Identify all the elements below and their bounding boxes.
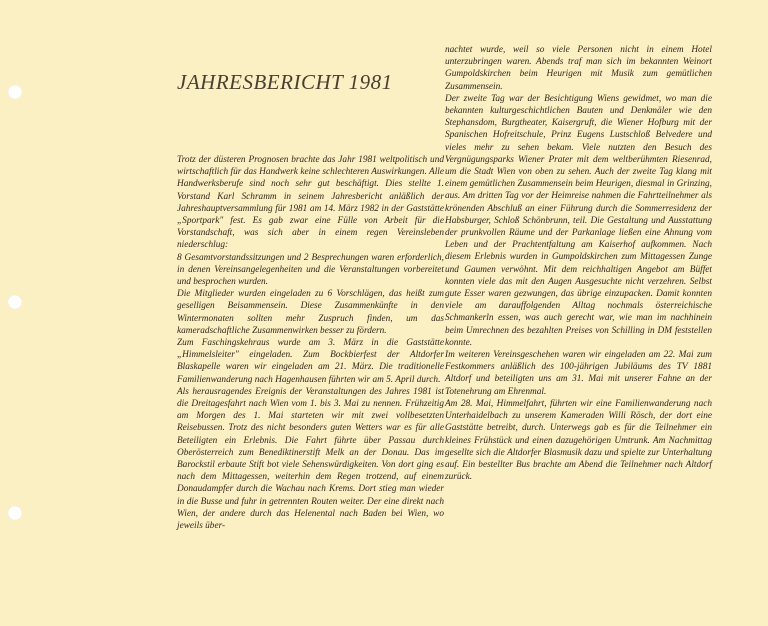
page-title: JAHRESBERICHT 1981 [177, 70, 393, 94]
paragraph: Der zweite Tag war der Besichtigung Wiens gewidmet, wo man die bekannten kulturgeschichtlichen Bauten und Denkmäler wie den Stephansdom, Burgtheater, Kaisergruft, die Wiener Hofburg mit der Spanischen Hofreitschule, Prinz Eugens Lustschloß Belvedere und vieles mehr zu sehen bekam. Viele nutzten den Besuch des Vergnügungsparks Wiener Prater mit dem weltberühmten Riesenrad, um die Stadt Wien von oben zu sehen. Auch der zweite Tag klang mit einem gemütlichen Zusammensein beim Heurigen, diesmal in Grinzing, aus. Am dritten Tag vor der Heimreise nahmen die Fahrtteilnehmer als krönenden Abschluß an einer Führung durch die Sommerresidenz der Habsburger, Schloß Schönbrunn, teil. Die Gestaltung und Ausstattung der prunkvollen Räume und der Parkanlage ließen eine Ahnung vom Leben und der Prachtentfaltung am Kaiserhof aufkommen. Nach diesem Erlebnis wurden in Gumpoldskirchen zum Mittagessen Zunge und Gaumen verwöhnt. Mit dem reichhaltigen Angebot am Büffet konnten viele das mit den Augen Ausgesuchte nicht verzehren. Selbst gute Esser waren gezwungen, das übrige einzupacken. Damit konnten viele am darauffolgenden Alltag nochmals österreichische Schmankerln essen, was auch gerecht war, wie man im nachhinein beim Umrechnen des bezahlten Preises von Schilling in DM feststellen konnte. [445, 93, 712, 348]
left-text-column [177, 154, 444, 532]
right-text-column [445, 44, 712, 483]
paragraph: Zum Faschingskehraus wurde am 3. März in die Gaststätte „Himmelsleiter" eingeladen. Zum Bockbierfest der Altdorfer Blaskapelle waren wir eingeladen am 21. März. Die traditionelle Familienwanderung nach Hagenhausen führten wir am 5. April durch. [177, 338, 444, 385]
paragraph: Die Mitglieder wurden eingeladen zu 6 Vorschlägen, das heißt zum geselligen Beisammensein. Diese Zusammenkünfte in den Wintermonaten sollten mehr Zuspruch finden, um das kameradschaftliche Zusammenwirken besser zu fördern. [177, 289, 444, 336]
paragraph: Am 28. Mai, Himmelfahrt, führten wir eine Familienwanderung nach Unterhaidelbach zu unserem Kameraden Willi Rösch, der dort eine Gaststätte betreibt, durch. Unterwegs gab es für die Teilnehmer ein kleines Frühstück und einen dazugehörigen Umtrunk. Am Nachmittag gesellte sich die Altdorfer Blasmusik dazu und spielte zur Unterhaltung auf. Ein bestellter Bus brachte am Abend die Teilnehmer nach Altdorf zurück. [445, 398, 712, 483]
paragraph: Trotz der düsteren Prognosen brachte das Jahr 1981 weltpolitisch und wirtschaftlich für das Handwerk keine schlechteren Auswirkungen. Alle Handwerksberufe sind noch sehr gut beschäftigt. Dies stellte 1. Vorstand Karl Schramm in seinem Jahresbericht anläßlich der Jahreshauptversammlung für 1981 am 14. März 1982 in der Gaststätte „Sportpark" fest. Es gab zwar eine Fülle von Arbeit für die Vorstandschaft, was sich aber in einem regen Vereinsleben niederschlug: [177, 155, 444, 251]
paragraph: nachtet wurde, weil so viele Personen nicht in einem Hotel unterzubringen waren. Abends traf man sich im bekannten Weinort Gumpoldskirchen beim Heurigen mit Musik zum gemütlichen Zusammensein. [445, 45, 712, 92]
punch-hole-bottom [8, 506, 22, 520]
paragraph: 8 Gesamtvorstandssitzungen und 2 Besprechungen waren erforderlich, in denen Vereinsangelegenheiten und die Veranstaltungen vorbereitet und besprochen wurden. [177, 252, 444, 288]
punch-hole-middle [8, 295, 22, 309]
paragraph: Im weiteren Vereinsgeschehen waren wir eingeladen am 22. Mai zum Festkommers anläßlich des 100-jährigen Jubiläums des TV 1881 Altdorf und beteiligten uns am 31. Mai mit unserer Fahne an der Totenehrung am Ehrenmal. [445, 350, 712, 397]
paragraph: Als herausragendes Ereignis der Veranstaltungen des Jahres 1981 ist die Dreitagesfahrt nach Wien vom 1. bis 3. Mai zu nennen. Frühzeitig am Morgen des 1. Mai starteten wir mit zwei vollbesetzten Reisebussen. Trotz des nicht besonders guten Wetters war es für alle Beteiligten ein Erlebnis. Die Fahrt führte über Passau durch Oberösterreich zum Benediktinerstift Melk an der Donau. Das im Barockstil erbaute Stift bot viele Sehenswürdigkeiten. Von dort ging es nach dem Mittagessen, weiterhin dem Regen trotzend, auf einem Donaudampfer durch die Wachau nach Krems. Dort stieg man wieder in die Busse und fuhr in getrennten Routen weiter. Der eine direkt nach Wien, der andere durch das Helenental nach Baden bei Wien, wo jeweils über- [177, 386, 444, 532]
punch-hole-top [8, 85, 22, 99]
